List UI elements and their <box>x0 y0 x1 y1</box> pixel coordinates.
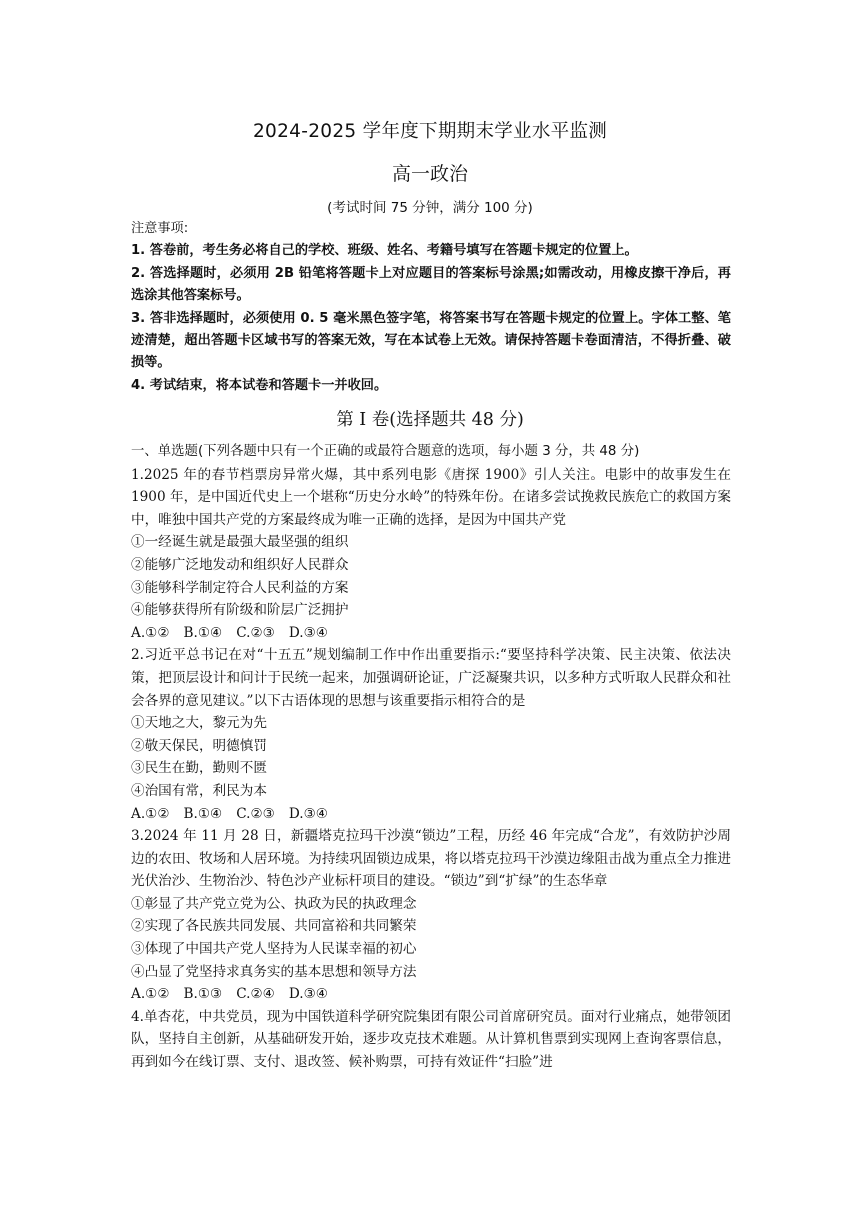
statement: ①彰显了共产党立党为公、执政为民的执政理念 <box>131 895 417 912</box>
statement: ③能够科学制定符合人民利益的方案 <box>131 579 349 596</box>
option-c: C.②③ <box>236 624 275 641</box>
exam-title: 2024-2025 学年度下期期末学业水平监测 <box>252 121 608 142</box>
option-b: B.①③ <box>183 986 223 1003</box>
question-1 <box>131 464 731 645</box>
notice-item: 1. 答卷前，考生务必将自己的学校、班级、姓名、考籍号填写在答题卡规定的位置上。 <box>131 243 638 259</box>
option-b: B.①④ <box>183 805 223 822</box>
questions-block <box>131 441 731 1074</box>
option-a: A.①② <box>131 986 170 1003</box>
option-d: D.③④ <box>288 624 328 641</box>
notice-item: 2. 答选择题时，必须用 2B 铅笔将答题卡上对应题目的答案标号涂黑;如需改动，用橡皮擦干净后，再选涂其他答案标号。 <box>131 265 731 304</box>
statement: ③民生在勤，勤则不匮 <box>131 760 267 777</box>
statement: ④能够获得所有阶级和阶层广泛拥护 <box>131 602 349 619</box>
subject-title: 高一政治 <box>391 163 468 185</box>
question-3 <box>131 825 731 1006</box>
notice-item: 3. 答非选择题时，必须使用 0. 5 毫米黑色签字笔，将答案书写在答题卡规定的位置上。字体工整、笔迹清楚，超出答题卡区域书写的答案无效，写在本试卷上无效。请保持答题卡卷面清洁，不得折叠、破损等。 <box>131 310 731 371</box>
option-b: B.①④ <box>183 624 223 641</box>
question-2 <box>131 644 731 825</box>
question-4 <box>131 1006 731 1074</box>
exam-duration-info: (考试时间 75 分钟，满分 100 分) <box>327 200 533 216</box>
statement: ③体现了中国共产党人坚持为人民谋幸福的初心 <box>131 941 417 958</box>
statement: ②能够广泛地发动和组织好人民群众 <box>131 556 349 573</box>
option-a: A.①② <box>131 624 170 641</box>
statement: ①一经诞生就是最强大最坚强的组织 <box>131 534 349 551</box>
question-stem: 2.习近平总书记在对“十五五”规划编制工作中作出重要指示:“要坚持科学决策、民主决策、依法决策，把顶层设计和问计于民统一起来，加强调研论证，广泛凝聚共识，以多种方式听取人民群众和社会各界的意见建议。”以下古语体现的思想与该重要指示相符合的是 <box>131 647 731 709</box>
option-d: D.③④ <box>288 986 328 1003</box>
notice-heading: 注意事项: <box>131 221 189 236</box>
question-stem: 3.2024 年 11 月 28 日，新疆塔克拉玛干沙漠“锁边”工程，历经 46 年完成“合龙”，有效防护沙周边的农田、牧场和人居环境。为持续巩固锁边成果，将以塔克拉玛干沙漠边缘阻击战为重点全力推进光伏治沙、生物治沙、特色沙产业标杆项目的建设。“锁边”到“扩绿”的生态华章 <box>131 828 731 890</box>
part-heading: 一、单选题(下列各题中只有一个正确的或最符合题意的选项，每小题 3 分，共 48 分) <box>131 444 640 459</box>
question-stem: 4.单杏花，中共党员，现为中国铁道科学研究院集团有限公司首席研究员。面对行业痛点，她带领团队，坚持自主创新，从基础研发开始，逐步攻克技术难题。从计算机售票到实现网上查询客票信息，再到如今在线订票、支付、退改签、候补购票，可持有效证件“扫脸”进 <box>131 1008 731 1071</box>
statement: ④凸显了党坚持求真务实的基本思想和领导方法 <box>131 963 417 980</box>
section-title: 第 I 卷(选择题共 48 分) <box>336 410 524 430</box>
statement: ①天地之大，黎元为先 <box>131 715 267 732</box>
question-stem: 1.2025 年的春节档票房异常火爆，其中系列电影《唐探 1900》引人关注。电影中的故事发生在 1900 年，是中国近代史上一个堪称“历史分水岭”的特殊年份。在诸多尝试挽救民族危亡的救国方案中，唯独中国共产党的方案最终成为唯一正确的选择，是因为中国共产党 <box>131 466 731 528</box>
statement: ④治国有常，利民为本 <box>131 782 267 799</box>
option-c: C.②③ <box>236 805 275 822</box>
notice-item: 4. 考试结束，将本试卷和答题卡一并收回。 <box>131 377 388 393</box>
statement: ②实现了各民族共同发展、共同富裕和共同繁荣 <box>131 918 417 935</box>
answer-options <box>131 983 731 1006</box>
option-d: D.③④ <box>288 805 328 822</box>
option-a: A.①② <box>131 805 170 822</box>
notice-block <box>131 218 731 397</box>
statement: ②敬天保民，明德慎罚 <box>131 737 267 754</box>
answer-options <box>131 803 731 826</box>
answer-options <box>131 622 731 645</box>
option-c: C.②④ <box>236 986 275 1003</box>
